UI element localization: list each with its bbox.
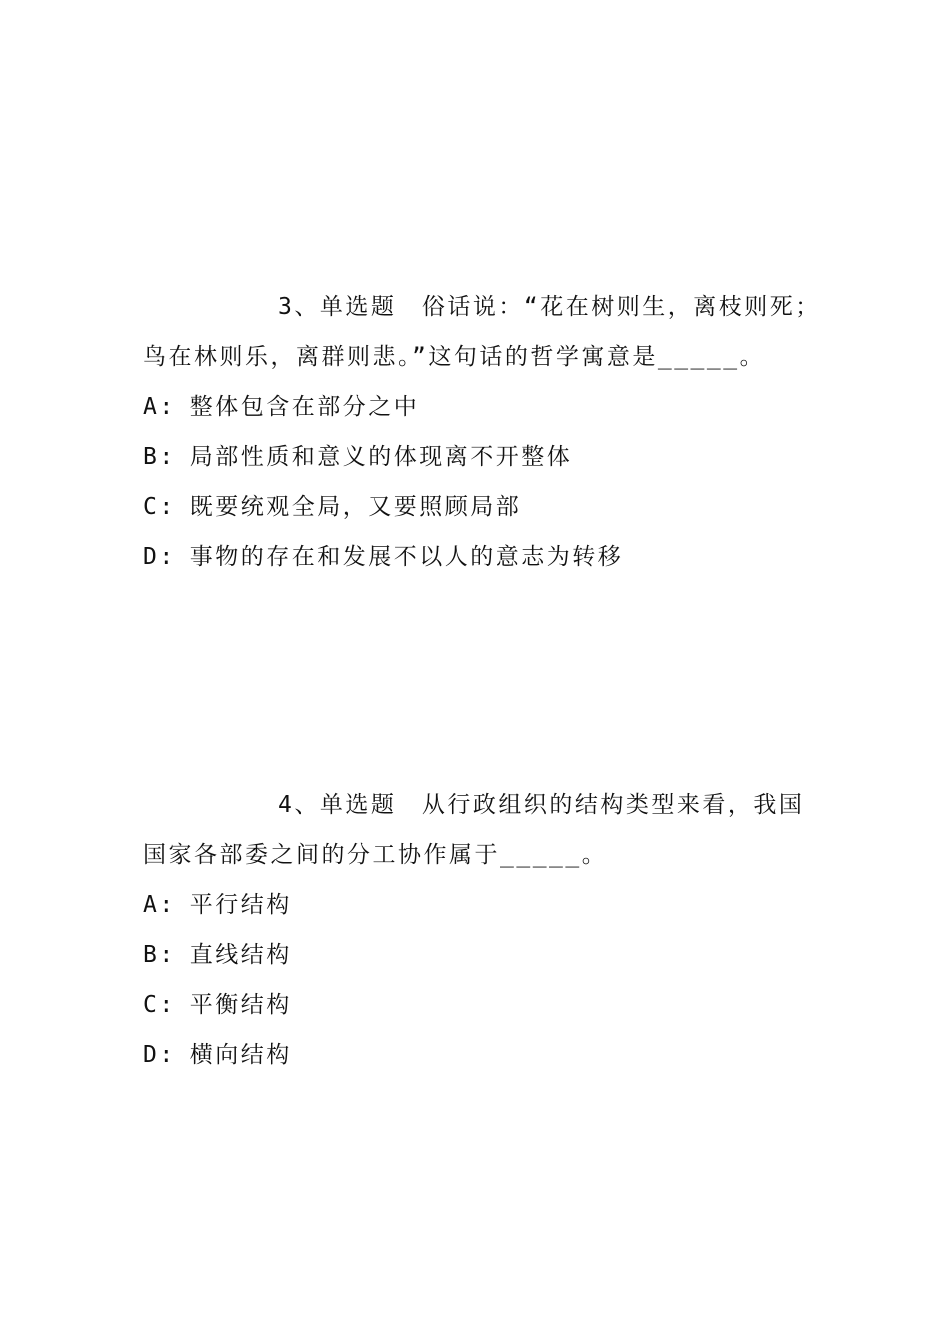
option-text: 整体包含在部分之中 — [189, 394, 420, 420]
question-4 — [143, 780, 823, 1080]
option-a — [143, 382, 823, 432]
option-list — [143, 382, 823, 582]
option-b — [143, 432, 823, 482]
option-letter: A: — [143, 394, 176, 420]
option-b — [143, 930, 823, 980]
question-stem: 4、单选题 从行政组织的结构类型来看，我国国家各部委之间的分工协作属于_____。 — [143, 792, 805, 868]
question-stem: 3、单选题 俗话说：“花在树则生，离枝则死；鸟在林则乐，离群则悲。”这句话的哲学寓意是_____。 — [143, 294, 821, 370]
option-list — [143, 880, 823, 1080]
option-text: 横向结构 — [189, 1042, 292, 1068]
option-c — [143, 980, 823, 1030]
option-letter: D: — [143, 544, 176, 570]
option-text: 直线结构 — [189, 942, 292, 968]
option-letter: A: — [143, 892, 176, 918]
option-letter: C: — [143, 992, 176, 1018]
option-a — [143, 880, 823, 930]
question-3 — [143, 282, 823, 582]
option-d — [143, 532, 823, 582]
option-letter: B: — [143, 942, 176, 968]
option-d — [143, 1030, 823, 1080]
option-letter: C: — [143, 494, 176, 520]
option-c — [143, 482, 823, 532]
option-letter: D: — [143, 1042, 176, 1068]
option-text: 局部性质和意义的体现离不开整体 — [189, 444, 573, 470]
option-text: 平衡结构 — [189, 992, 292, 1018]
option-text: 平行结构 — [189, 892, 292, 918]
option-text: 事物的存在和发展不以人的意志为转移 — [189, 544, 624, 570]
option-letter: B: — [143, 444, 176, 470]
option-text: 既要统观全局，又要照顾局部 — [189, 494, 522, 520]
